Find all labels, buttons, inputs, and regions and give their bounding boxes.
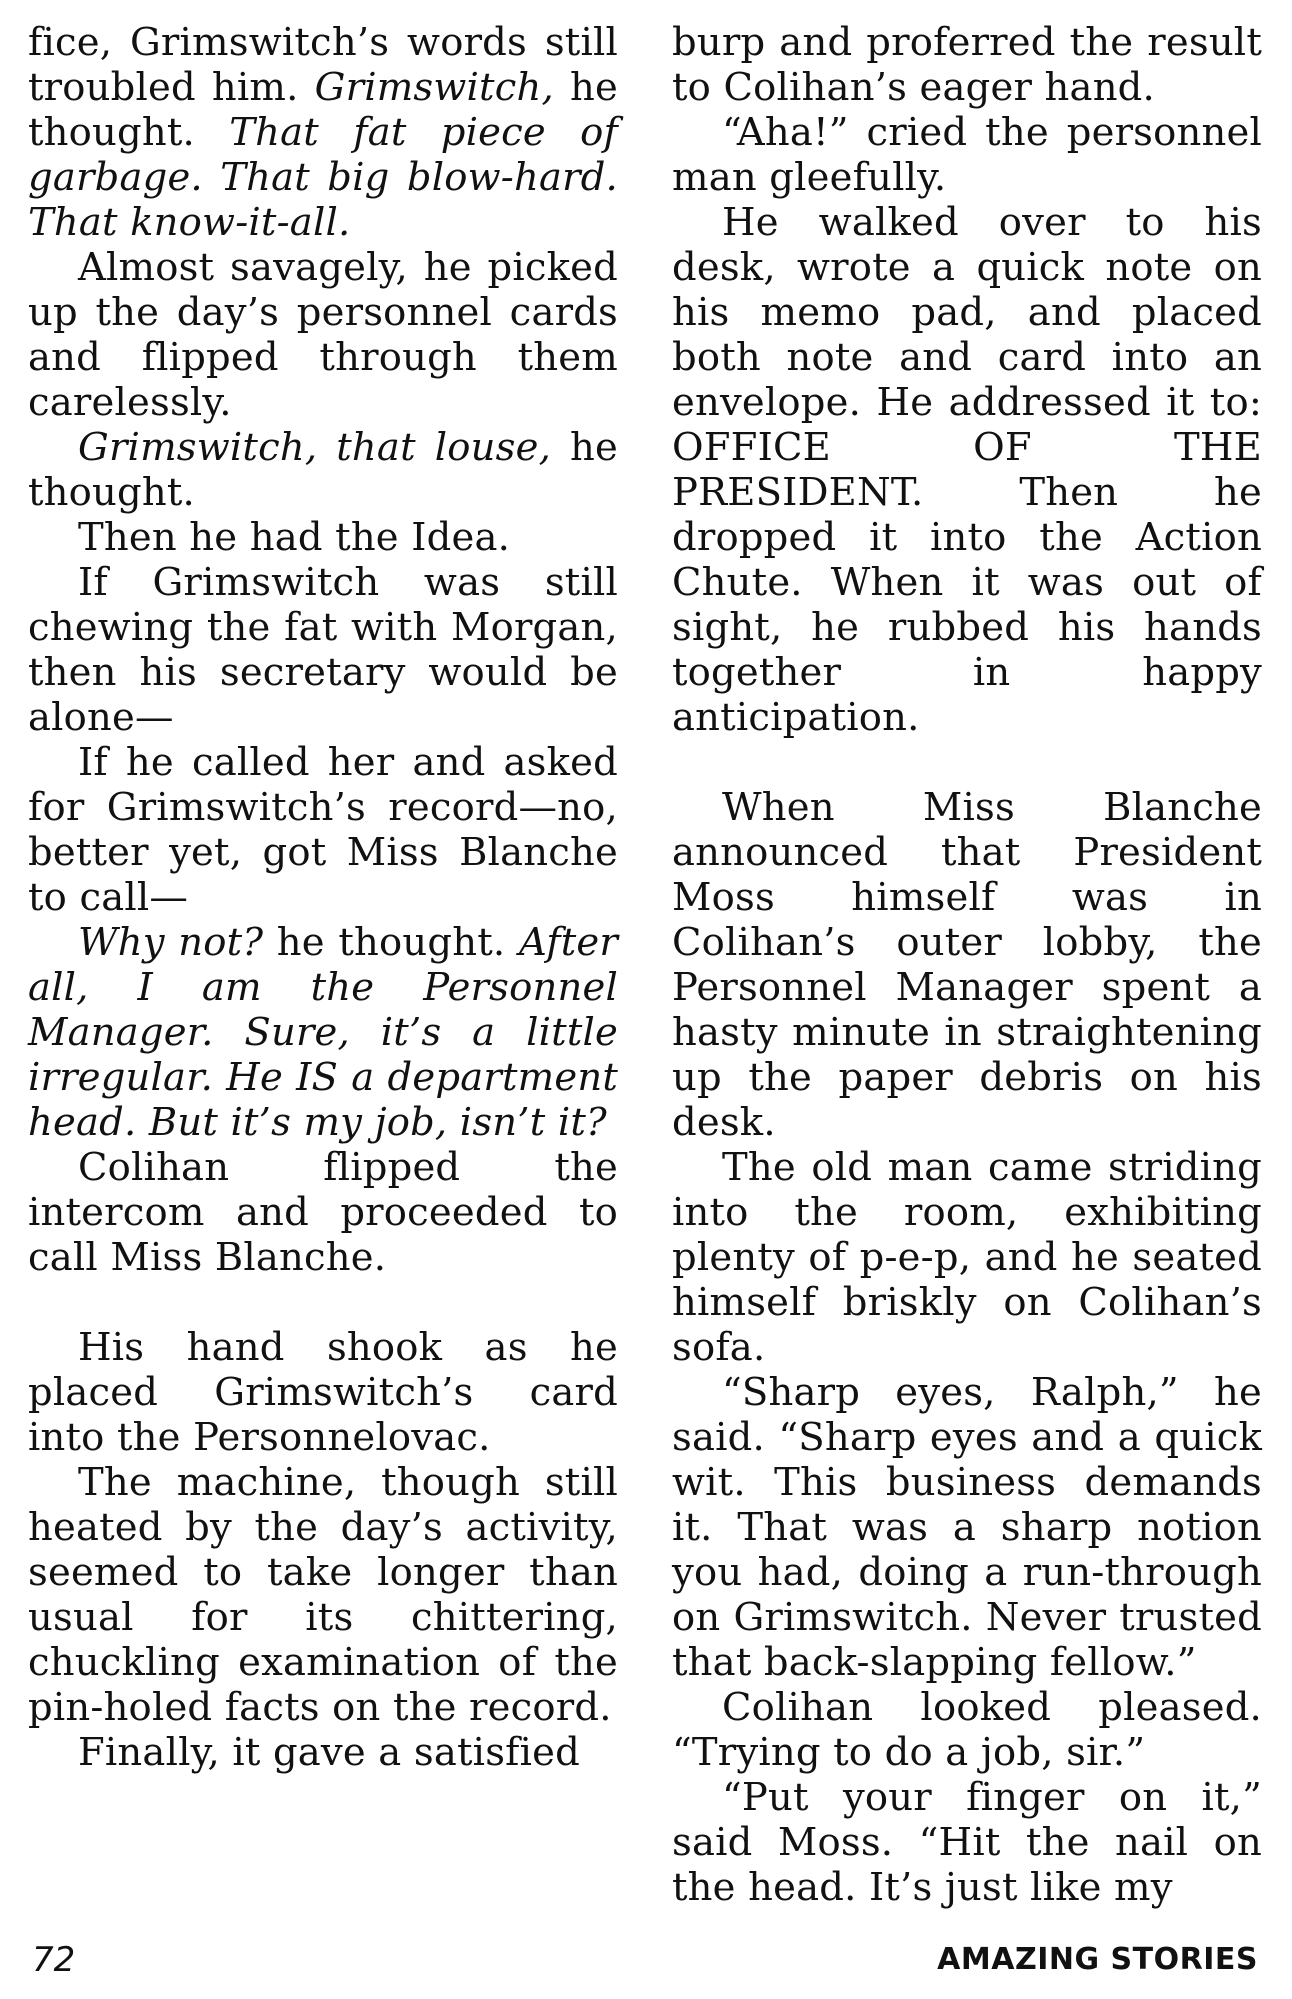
- paragraph: Finally, it gave a satisfied: [78, 1730, 580, 1775]
- text-run: he thought.: [28, 425, 618, 515]
- paragraph: Colihan looked pleased. “Trying to do a job, sir.”: [672, 1685, 1262, 1775]
- paragraph: burp and proferred the result to Colihan’s eager hand.: [672, 20, 1262, 110]
- italic-text: After all, I am the Personnel Manager. Sure, it’s a little irregular. He IS a department head. But it’s my job, isn’t it?: [28, 920, 618, 1145]
- text-run: fice, Grimswitch’s words still troubled him.: [28, 20, 618, 110]
- paragraph: When Miss Blanche announced that President Moss himself was in Colihan’s outer lobby, the Personnel Manager spent a hasty minute in straightening up the paper debris on his desk.: [672, 785, 1262, 1145]
- paragraph: “Aha!” cried the personnel man gleefully.: [672, 110, 1262, 200]
- paragraph: “Sharp eyes, Ralph,” he said. “Sharp eyes and a quick wit. This business demands it. That was a sharp notion you had, doing a run-through on Grimswitch. Never trusted that back-slapping fellow.”: [672, 1370, 1262, 1685]
- paragraph: If Grimswitch was still chewing the fat with Morgan, then his secretary would be alone—: [28, 560, 618, 740]
- italic-text: Grimswitch,: [314, 65, 554, 110]
- paragraph: He walked over to his desk, wrote a quick note on his memo pad, and placed both note and card into an envelope. He addressed it to: OFFICE OF THE PRESIDENT. Then he dropped it into the Action Chute. When it was out of sight, he rubbed his hands together in happy anticipation.: [672, 200, 1262, 740]
- running-title: AMAZING STORIES: [937, 1942, 1258, 1977]
- paragraph: [28, 425, 618, 515]
- paragraph: [28, 920, 618, 1145]
- paragraph: “Put your finger on it,” said Moss. “Hit the nail on the head. It’s just like my: [672, 1775, 1262, 1910]
- paragraph: Almost savagely, he picked up the day’s personnel cards and flipped through them carelessly.: [28, 245, 618, 425]
- left-column: [28, 20, 618, 1775]
- paragraph: The old man came striding into the room, exhibiting plenty of p-e-p, and he seated himself briskly on Colihan’s sofa.: [672, 1145, 1262, 1370]
- italic-text: That fat piece of garbage. That big blow-hard. That know-it-all.: [28, 110, 618, 245]
- right-column: [672, 20, 1262, 1910]
- paragraph: If he called her and asked for Grimswitch’s record—no, better yet, got Miss Blanche to call—: [28, 740, 618, 920]
- paragraph: The machine, though still heated by the day’s activity, seemed to take longer than usual for its chittering, chuckling examination of the pin-holed facts on the record.: [28, 1460, 618, 1730]
- paragraph: Then he had the Idea.: [78, 515, 511, 560]
- page-number: 72: [32, 1940, 76, 1980]
- italic-text: Why not?: [78, 920, 264, 965]
- paragraph: Colihan flipped the intercom and proceeded to call Miss Blanche.: [28, 1145, 618, 1280]
- paragraph: His hand shook as he placed Grimswitch’s card into the Personnelovac.: [28, 1325, 618, 1460]
- text-run: he thought.: [28, 65, 618, 155]
- page-footer: [0, 1938, 1292, 1988]
- paragraph: [28, 20, 618, 245]
- text-run: he thought.: [263, 920, 519, 965]
- italic-text: Grimswitch, that louse,: [78, 425, 552, 470]
